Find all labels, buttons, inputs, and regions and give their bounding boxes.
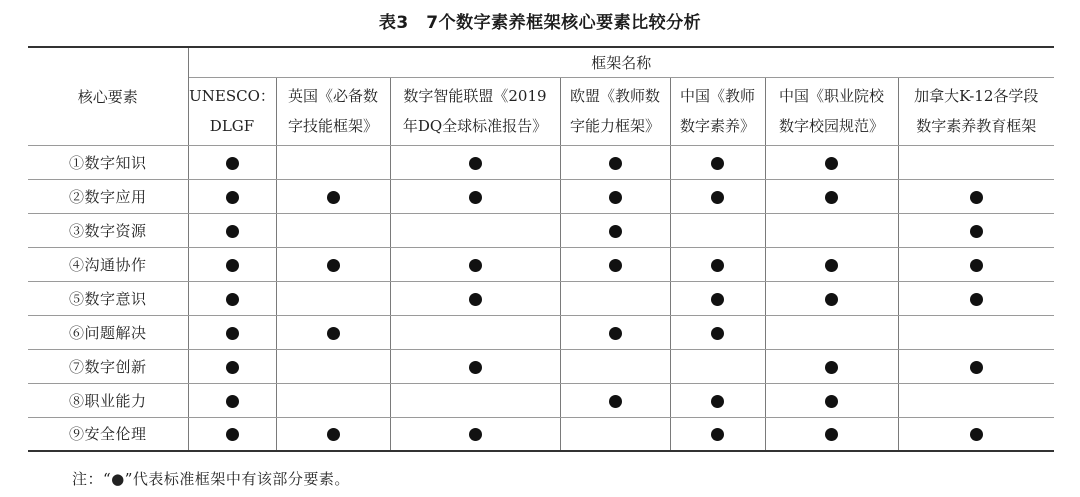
filled-dot-icon bbox=[825, 157, 838, 170]
framework-name: 英国《必备数 字技能框架》 bbox=[287, 87, 378, 135]
table-row bbox=[28, 281, 1054, 315]
filled-dot-icon bbox=[226, 259, 239, 272]
filled-dot-icon bbox=[226, 191, 239, 204]
framework-name: 中国《教师 数字素养》 bbox=[679, 87, 755, 135]
mark-cell bbox=[765, 213, 898, 247]
mark-cell bbox=[560, 247, 670, 281]
framework-header-7 bbox=[898, 77, 1054, 145]
mark-cell bbox=[390, 145, 560, 179]
mark-cell bbox=[188, 383, 276, 417]
table-row bbox=[28, 145, 1054, 179]
mark-cell bbox=[898, 383, 1054, 417]
filled-dot-icon bbox=[609, 395, 622, 408]
mark-cell bbox=[188, 179, 276, 213]
framework-name: 中国《职业院校 数字校园规范》 bbox=[778, 87, 884, 135]
table-row bbox=[28, 349, 1054, 383]
mark-cell bbox=[898, 247, 1054, 281]
mark-cell bbox=[560, 349, 670, 383]
mark-cell bbox=[765, 281, 898, 315]
core-element-label: ③数字资源 bbox=[28, 213, 188, 247]
mark-cell bbox=[765, 315, 898, 349]
framework-group-header: 框架名称 bbox=[188, 47, 1054, 77]
filled-dot-icon bbox=[609, 327, 622, 340]
mark-cell bbox=[670, 281, 765, 315]
mark-cell bbox=[898, 417, 1054, 451]
filled-dot-icon bbox=[469, 293, 482, 306]
framework-header-2 bbox=[276, 77, 390, 145]
mark-cell bbox=[670, 315, 765, 349]
filled-dot-icon bbox=[226, 428, 239, 441]
filled-dot-icon bbox=[327, 327, 340, 340]
framework-name: 欧盟《教师数 字能力框架》 bbox=[569, 87, 660, 135]
mark-cell bbox=[898, 179, 1054, 213]
mark-cell bbox=[898, 145, 1054, 179]
framework-name: 数字智能联盟《2019 年DQ全球标准报告》 bbox=[402, 87, 548, 135]
mark-cell bbox=[276, 179, 390, 213]
framework-header-1 bbox=[188, 77, 276, 145]
mark-cell bbox=[765, 349, 898, 383]
filled-dot-icon bbox=[226, 327, 239, 340]
mark-cell bbox=[188, 281, 276, 315]
mark-cell bbox=[765, 179, 898, 213]
mark-cell bbox=[898, 213, 1054, 247]
mark-cell bbox=[390, 213, 560, 247]
mark-cell bbox=[188, 247, 276, 281]
filled-dot-icon bbox=[711, 191, 724, 204]
core-element-label: ②数字应用 bbox=[28, 179, 188, 213]
filled-dot-icon bbox=[226, 225, 239, 238]
mark-cell bbox=[188, 349, 276, 383]
mark-cell bbox=[765, 145, 898, 179]
mark-cell bbox=[390, 247, 560, 281]
core-element-label: ⑤数字意识 bbox=[28, 281, 188, 315]
table-row bbox=[28, 247, 1054, 281]
mark-cell bbox=[390, 383, 560, 417]
mark-cell bbox=[560, 383, 670, 417]
comparison-table bbox=[28, 46, 1054, 452]
filled-dot-icon bbox=[711, 259, 724, 272]
filled-dot-icon bbox=[825, 259, 838, 272]
core-element-label: ⑥问题解决 bbox=[28, 315, 188, 349]
filled-dot-icon bbox=[825, 293, 838, 306]
filled-dot-icon bbox=[711, 395, 724, 408]
table-row bbox=[28, 213, 1054, 247]
filled-dot-icon bbox=[226, 293, 239, 306]
filled-dot-icon bbox=[327, 428, 340, 441]
framework-header-4 bbox=[560, 77, 670, 145]
mark-cell bbox=[390, 349, 560, 383]
mark-cell bbox=[670, 383, 765, 417]
core-element-label: ⑦数字创新 bbox=[28, 349, 188, 383]
core-element-label: ⑨安全伦理 bbox=[28, 417, 188, 451]
filled-dot-icon bbox=[970, 259, 983, 272]
filled-dot-icon bbox=[970, 428, 983, 441]
mark-cell bbox=[670, 247, 765, 281]
mark-cell bbox=[276, 349, 390, 383]
mark-cell bbox=[560, 213, 670, 247]
filled-dot-icon bbox=[825, 191, 838, 204]
filled-dot-icon bbox=[825, 361, 838, 374]
mark-cell bbox=[670, 145, 765, 179]
table-row bbox=[28, 383, 1054, 417]
core-element-header: 核心要素 bbox=[28, 47, 188, 145]
mark-cell bbox=[276, 247, 390, 281]
mark-cell bbox=[188, 315, 276, 349]
filled-dot-icon bbox=[469, 428, 482, 441]
mark-cell bbox=[670, 213, 765, 247]
core-element-label: ④沟通协作 bbox=[28, 247, 188, 281]
mark-cell bbox=[898, 349, 1054, 383]
mark-cell bbox=[670, 349, 765, 383]
filled-dot-icon bbox=[970, 361, 983, 374]
mark-cell bbox=[390, 315, 560, 349]
framework-header-3 bbox=[390, 77, 560, 145]
framework-name: 加拿大K-12各学段 数字素养教育框架 bbox=[914, 87, 1039, 135]
core-element-label: ⑧职业能力 bbox=[28, 383, 188, 417]
mark-cell bbox=[560, 145, 670, 179]
table-row bbox=[28, 179, 1054, 213]
mark-cell bbox=[898, 315, 1054, 349]
filled-dot-icon bbox=[226, 157, 239, 170]
mark-cell bbox=[276, 383, 390, 417]
filled-dot-icon bbox=[970, 293, 983, 306]
mark-cell bbox=[390, 281, 560, 315]
filled-dot-icon bbox=[825, 428, 838, 441]
mark-cell bbox=[188, 213, 276, 247]
filled-dot-icon bbox=[609, 191, 622, 204]
mark-cell bbox=[560, 417, 670, 451]
mark-cell bbox=[765, 247, 898, 281]
filled-dot-icon bbox=[825, 395, 838, 408]
mark-cell bbox=[188, 145, 276, 179]
mark-cell bbox=[276, 281, 390, 315]
mark-cell bbox=[765, 383, 898, 417]
filled-dot-icon bbox=[711, 428, 724, 441]
table-header bbox=[28, 47, 1054, 145]
mark-cell bbox=[276, 417, 390, 451]
framework-header-6 bbox=[765, 77, 898, 145]
filled-dot-icon bbox=[469, 361, 482, 374]
mark-cell bbox=[560, 281, 670, 315]
framework-name: UNESCO： DLGF bbox=[189, 87, 275, 135]
mark-cell bbox=[765, 417, 898, 451]
mark-cell bbox=[560, 179, 670, 213]
filled-dot-icon bbox=[469, 157, 482, 170]
filled-dot-icon bbox=[327, 259, 340, 272]
core-element-label: ①数字知识 bbox=[28, 145, 188, 179]
filled-dot-icon bbox=[469, 191, 482, 204]
filled-dot-icon bbox=[711, 157, 724, 170]
filled-dot-icon bbox=[609, 157, 622, 170]
mark-cell bbox=[670, 417, 765, 451]
mark-cell bbox=[188, 417, 276, 451]
filled-dot-icon bbox=[609, 225, 622, 238]
mark-cell bbox=[276, 315, 390, 349]
table-title: 表3 7个数字素养框架核心要素比较分析 bbox=[378, 13, 702, 33]
filled-dot-icon bbox=[226, 361, 239, 374]
table-note: 注：“●”代表标准框架中有该部分要素。 bbox=[72, 470, 350, 488]
filled-dot-icon bbox=[711, 293, 724, 306]
table-row bbox=[28, 417, 1054, 451]
filled-dot-icon bbox=[970, 225, 983, 238]
table-body bbox=[28, 145, 1054, 451]
mark-cell bbox=[390, 179, 560, 213]
mark-cell bbox=[390, 417, 560, 451]
mark-cell bbox=[276, 213, 390, 247]
mark-cell bbox=[898, 281, 1054, 315]
header-group-row bbox=[28, 47, 1054, 77]
filled-dot-icon bbox=[970, 191, 983, 204]
filled-dot-icon bbox=[711, 327, 724, 340]
filled-dot-icon bbox=[327, 191, 340, 204]
mark-cell bbox=[276, 145, 390, 179]
filled-dot-icon bbox=[226, 395, 239, 408]
mark-cell bbox=[670, 179, 765, 213]
mark-cell bbox=[560, 315, 670, 349]
filled-dot-icon bbox=[609, 259, 622, 272]
filled-dot-icon bbox=[469, 259, 482, 272]
framework-header-5 bbox=[670, 77, 765, 145]
table-row bbox=[28, 315, 1054, 349]
